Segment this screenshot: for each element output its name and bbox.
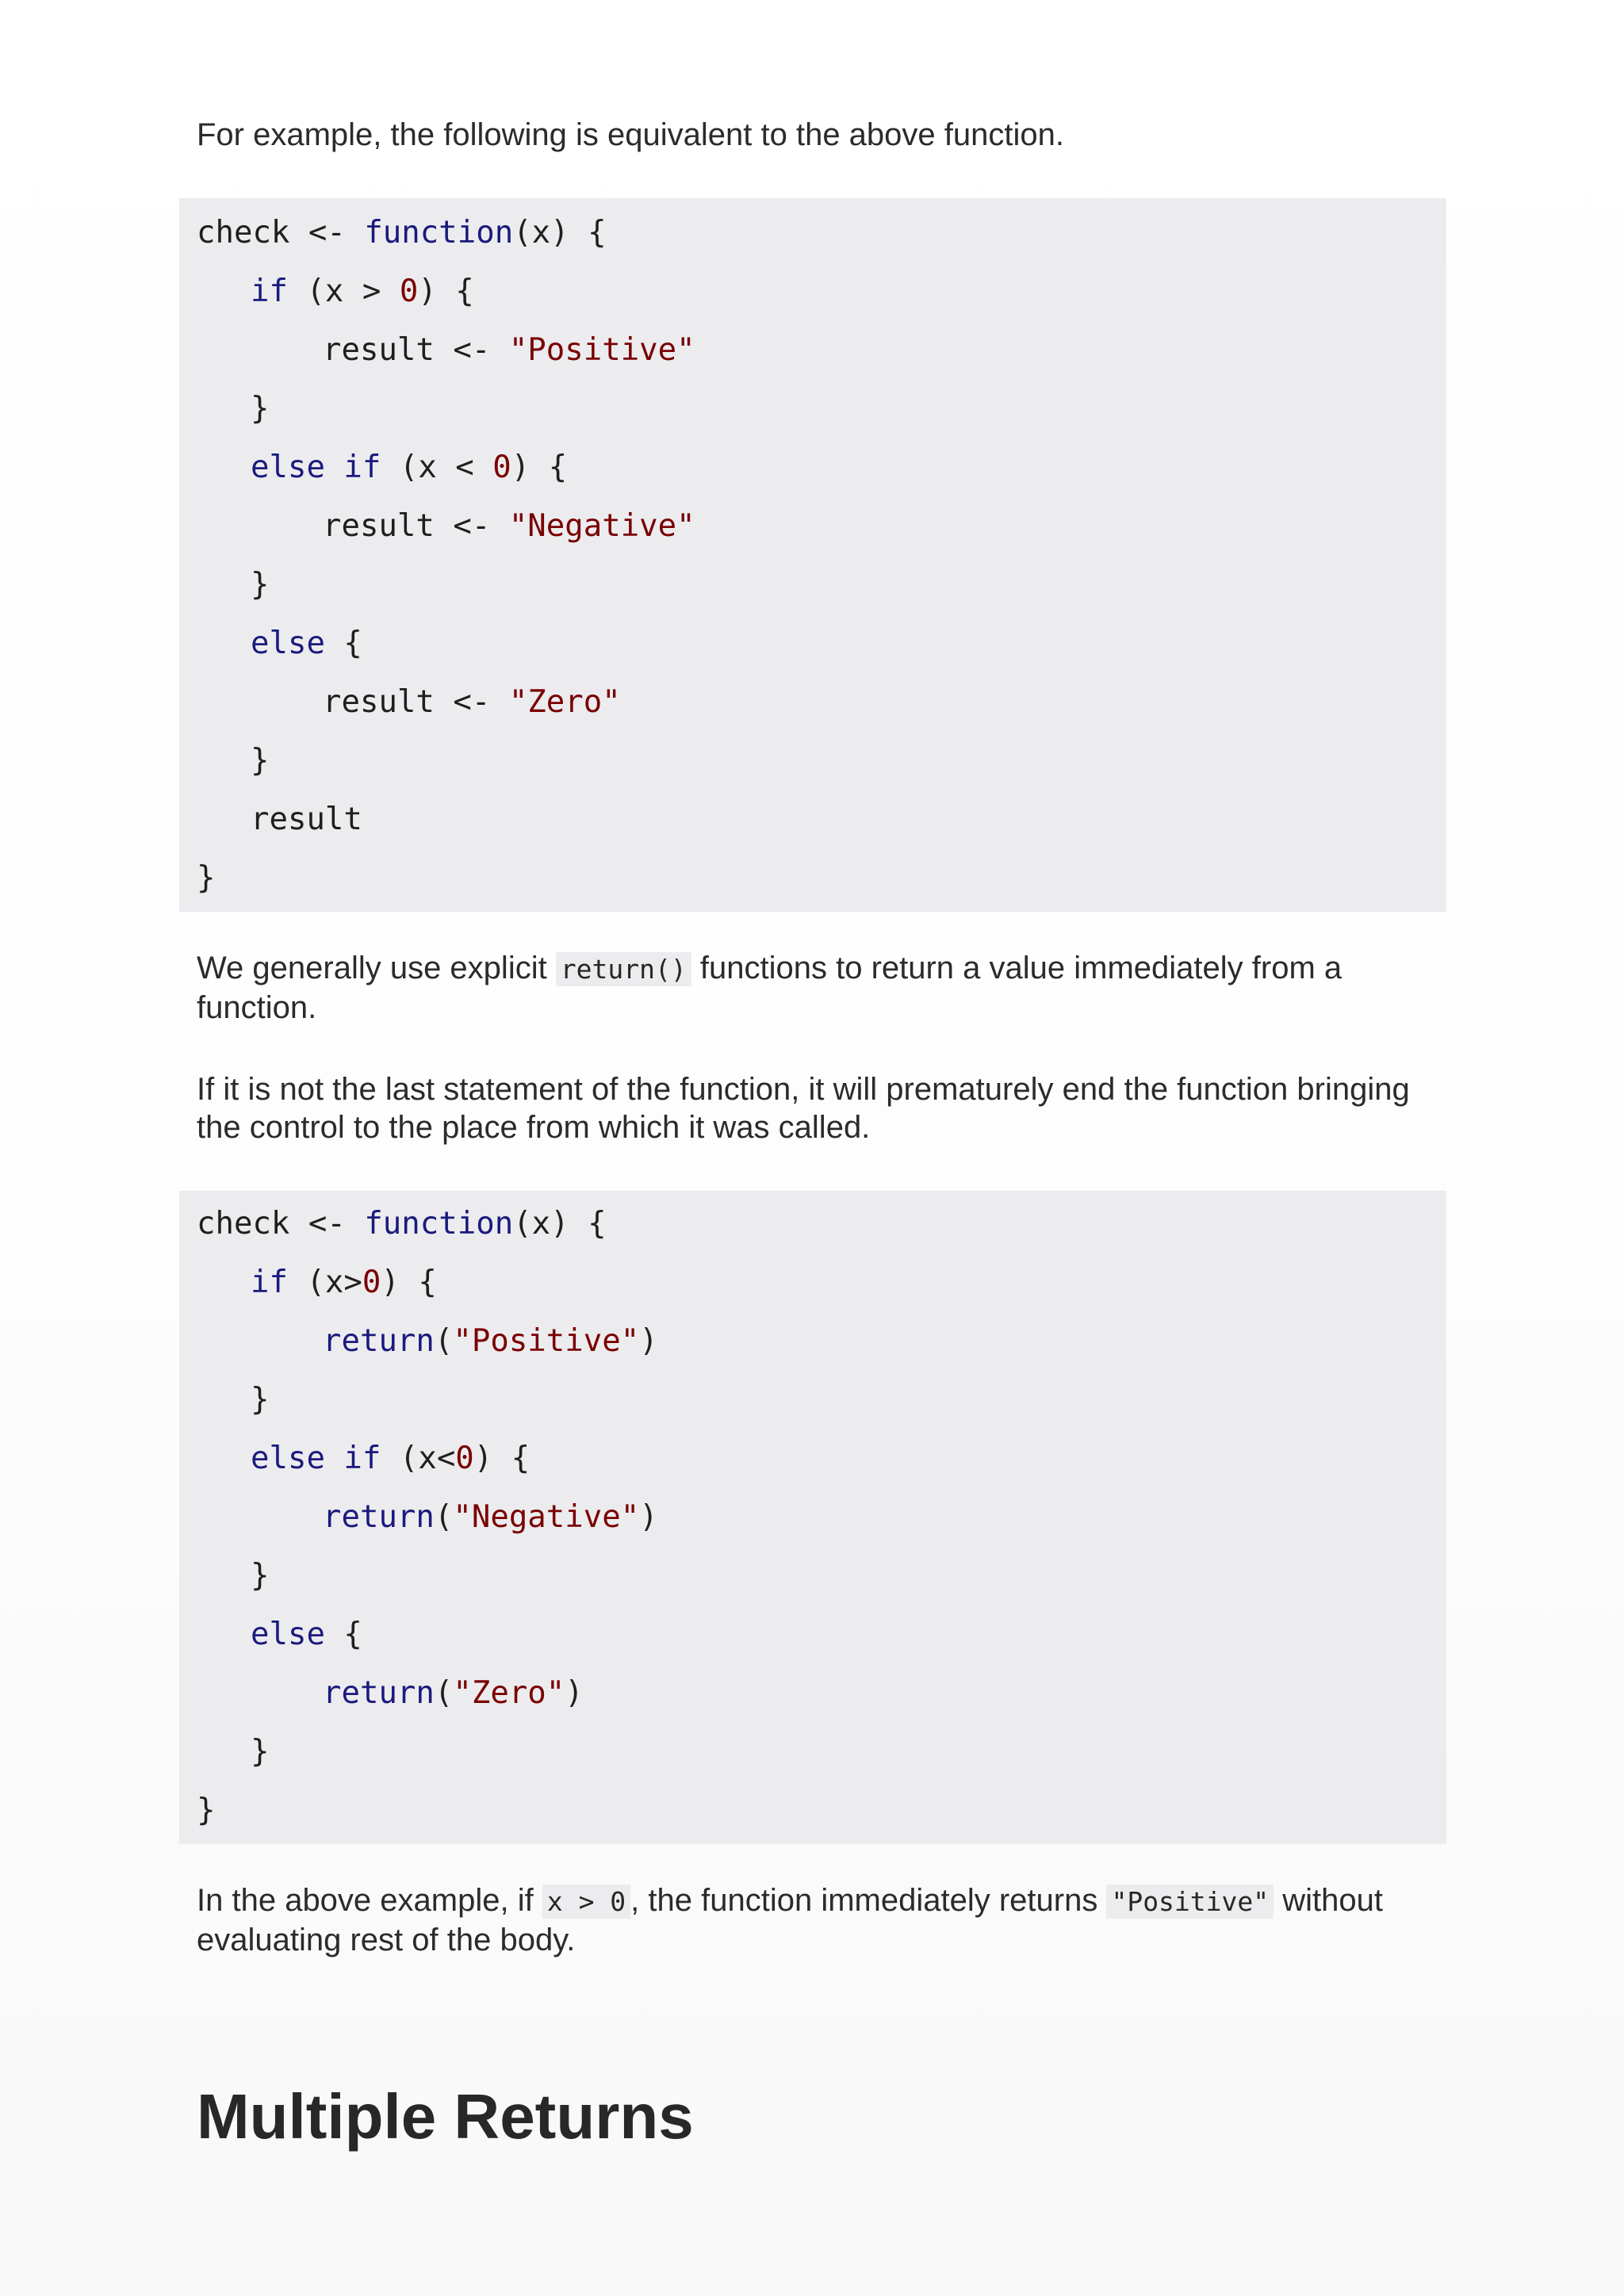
code-number: 0: [399, 274, 419, 309]
code-text: (: [434, 1323, 454, 1359]
code-text: (: [434, 1499, 454, 1535]
section-heading: Multiple Returns: [197, 2081, 694, 2152]
code-line: [251, 566, 269, 604]
code-number: 0: [492, 450, 511, 485]
code-number: 0: [455, 1441, 474, 1476]
code-text: }: [251, 1382, 270, 1418]
code-string: "Positive": [453, 1323, 640, 1359]
code-line: [323, 1322, 658, 1360]
code-keyword: if: [251, 274, 288, 309]
code-text: }: [251, 1734, 270, 1770]
code-text: }: [197, 1793, 216, 1828]
code-line: [323, 1674, 584, 1712]
code-line: [251, 449, 567, 487]
code-text: result: [251, 802, 362, 837]
code-line: [251, 1616, 362, 1654]
code-keyword: else if: [251, 450, 381, 485]
code-keyword: else: [251, 1617, 325, 1652]
code-keyword: else: [251, 626, 325, 661]
code-line: [197, 1205, 607, 1243]
code-text: (: [434, 1675, 454, 1711]
paragraph-text: We generally use explicit: [197, 951, 556, 985]
code-block-1: [179, 198, 1446, 912]
code-line: [251, 625, 362, 663]
code-text: ): [639, 1323, 658, 1359]
code-line: [323, 331, 695, 369]
paragraph-text: without evaluating rest of the body.: [197, 1883, 1383, 1957]
paragraph-text: , the function immediately returns: [630, 1883, 1107, 1918]
code-keyword: function: [364, 215, 514, 251]
code-line: [197, 1792, 215, 1830]
code-string: "Negative": [508, 508, 695, 544]
code-line: [323, 683, 621, 721]
code-keyword: return: [323, 1675, 435, 1711]
inline-code: x > 0: [542, 1885, 630, 1919]
code-text: ) {: [418, 274, 474, 309]
code-text: ) {: [473, 1441, 530, 1476]
code-line: [251, 1440, 530, 1478]
code-line: [251, 1381, 269, 1419]
code-line: [251, 390, 269, 428]
code-number: 0: [362, 1265, 381, 1300]
code-text: (x<: [381, 1441, 456, 1476]
code-line: [251, 1557, 269, 1595]
code-string: "Negative": [453, 1499, 640, 1535]
code-text: ): [639, 1499, 658, 1535]
code-line: [197, 214, 607, 252]
code-line: [323, 1498, 658, 1536]
code-text: }: [251, 567, 270, 603]
code-text: }: [251, 743, 270, 779]
code-line: [251, 742, 269, 780]
code-keyword: if: [251, 1265, 288, 1300]
inline-code: "Positive": [1106, 1885, 1274, 1919]
code-text: }: [251, 1558, 270, 1594]
code-line: [251, 1264, 437, 1302]
code-line: [323, 507, 695, 545]
code-block-2: [179, 1191, 1446, 1844]
code-text: (x) {: [513, 1206, 607, 1242]
code-text: result <-: [323, 684, 509, 720]
inline-code: return(): [556, 952, 691, 986]
code-text: {: [324, 626, 362, 661]
code-keyword: return: [323, 1499, 435, 1535]
premature-end-paragraph: If it is not the last statement of the function, it will prematurely end the function bringing the control to the place from which it was called.: [197, 1072, 1410, 1145]
code-text: result <-: [323, 508, 509, 544]
code-line: [197, 859, 215, 897]
code-text: result <-: [323, 332, 509, 368]
code-text: {: [324, 1617, 362, 1652]
intro-paragraph: For example, the following is equivalent to the above function.: [197, 117, 1064, 152]
code-text: (x >: [287, 274, 400, 309]
code-text: check <-: [197, 1206, 365, 1242]
code-line: [251, 273, 474, 311]
code-text: (x) {: [513, 215, 607, 251]
code-keyword: else if: [251, 1441, 381, 1476]
paragraph-text: In the above example, if: [197, 1883, 542, 1918]
code-text: check <-: [197, 215, 365, 251]
code-text: (x <: [381, 450, 493, 485]
code-text: ): [565, 1675, 584, 1711]
code-string: "Positive": [508, 332, 695, 368]
code-text: }: [251, 391, 270, 427]
code-keyword: function: [364, 1206, 514, 1242]
code-string: "Zero": [508, 684, 621, 720]
code-text: }: [197, 860, 216, 896]
return-explanation-paragraph: [197, 949, 1434, 1027]
code-line: [251, 801, 362, 839]
paragraph-text: functions to return a value immediately from a function.: [197, 951, 1342, 1025]
code-text: (x>: [287, 1265, 362, 1300]
code-line: [251, 1733, 269, 1771]
code-string: "Zero": [453, 1675, 565, 1711]
example-explanation-paragraph: [197, 1881, 1434, 1959]
code-text: ) {: [381, 1265, 437, 1300]
code-text: ) {: [511, 450, 568, 485]
code-keyword: return: [323, 1323, 435, 1359]
